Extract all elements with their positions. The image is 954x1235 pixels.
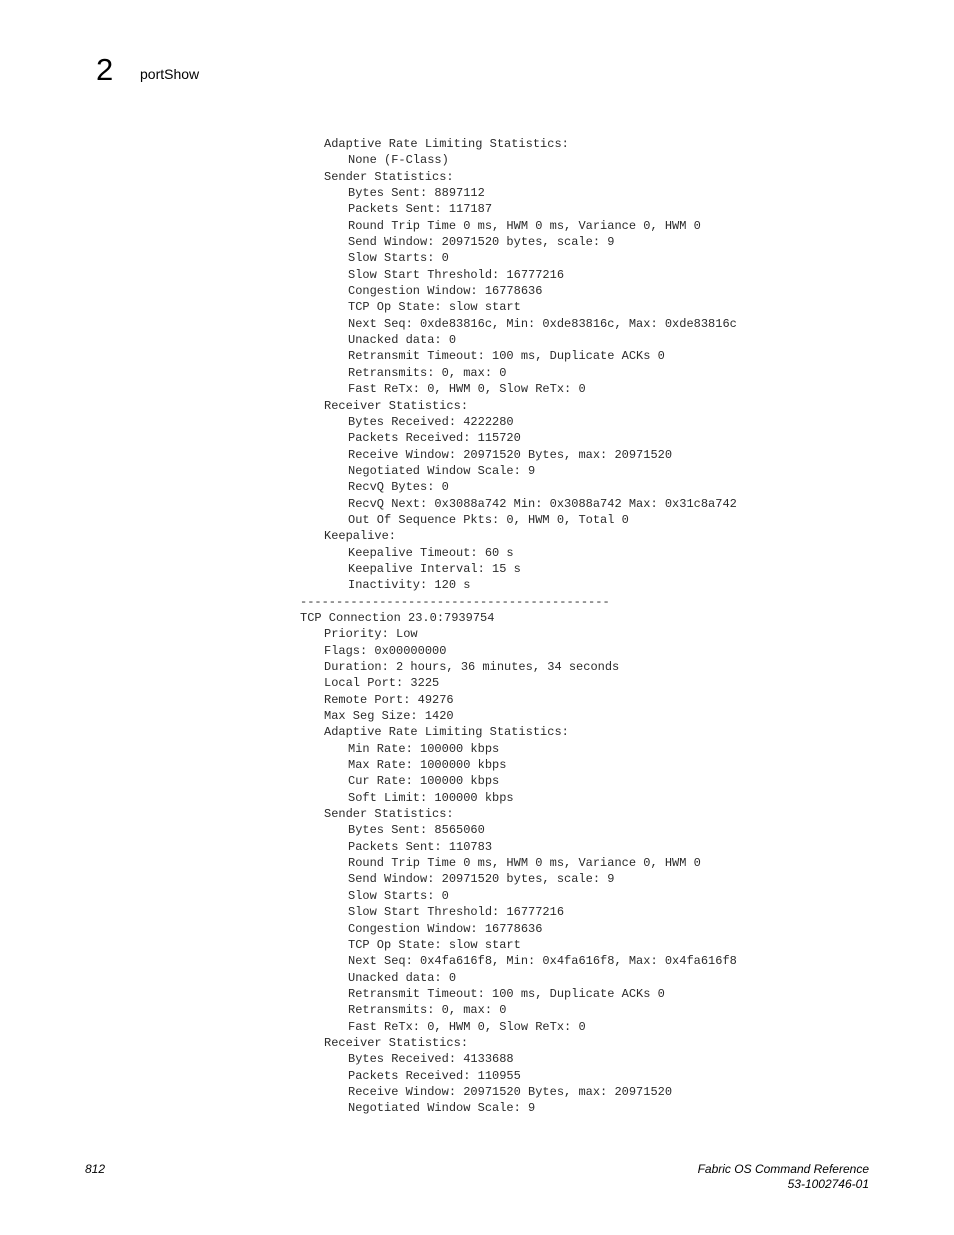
code-line: Flags: 0x00000000 (324, 643, 447, 658)
code-line: Keepalive: (324, 529, 397, 544)
code-line: None (F-Class) (348, 153, 449, 168)
code-line: TCP Op State: slow start (348, 937, 521, 952)
code-line: Bytes Sent: 8897112 (348, 186, 485, 201)
code-line: Next Seq: 0xde83816c, Min: 0xde83816c, Max: 0xde83816c (348, 316, 737, 331)
code-line: Unacked data: 0 (348, 333, 457, 348)
footer-doc-info (698, 1162, 869, 1192)
code-line: Keepalive Interval: 15 s (348, 561, 521, 576)
code-line: Receive Window: 20971520 Bytes, max: 20971520 (348, 1084, 673, 1099)
code-line: Send Window: 20971520 bytes, scale: 9 (348, 872, 615, 887)
code-line: TCP Op State: slow start (348, 300, 521, 315)
code-line: Local Port: 3225 (324, 676, 440, 691)
code-line: Bytes Sent: 8565060 (348, 823, 485, 838)
code-line: Negotiated Window Scale: 9 (348, 463, 536, 478)
code-line: Unacked data: 0 (348, 970, 457, 985)
code-line: Max Seg Size: 1420 (324, 709, 454, 724)
code-line: Negotiated Window Scale: 9 (348, 1101, 536, 1116)
code-line: Receiver Statistics: (324, 1035, 469, 1050)
footer-doc-id: 53-1002746-01 (787, 1177, 869, 1191)
code-line: Next Seq: 0x4fa616f8, Min: 0x4fa616f8, Max: 0x4fa616f8 (348, 954, 737, 969)
code-line: TCP Connection 23.0:7939754 (300, 610, 495, 625)
code-line: Sender Statistics: (324, 169, 454, 184)
code-line: Priority: Low (324, 627, 418, 642)
code-line: Max Rate: 1000000 kbps (348, 758, 507, 773)
code-line: Packets Received: 115720 (348, 431, 521, 446)
code-line: Packets Sent: 110783 (348, 839, 493, 854)
code-block (300, 136, 737, 1117)
code-line: Packets Sent: 117187 (348, 202, 493, 217)
chapter-number: 2 (96, 52, 114, 87)
code-line: Soft Limit: 100000 kbps (348, 790, 514, 805)
code-line: Packets Received: 110955 (348, 1068, 521, 1083)
code-line: Out Of Sequence Pkts: 0, HWM 0, Total 0 (348, 512, 629, 527)
code-line: Retransmits: 0, max: 0 (348, 365, 507, 380)
code-line: Duration: 2 hours, 36 minutes, 34 seconds (324, 660, 620, 674)
code-line: Remote Port: 49276 (324, 692, 454, 707)
code-line: Slow Start Threshold: 16777216 (348, 905, 565, 920)
code-line: RecvQ Bytes: 0 (348, 480, 449, 495)
code-line: Receive Window: 20971520 Bytes, max: 20971520 (348, 447, 673, 462)
code-line: Keepalive Timeout: 60 s (348, 545, 514, 560)
code-line: Inactivity: 120 s (348, 578, 471, 593)
code-line: Cur Rate: 100000 kbps (348, 774, 500, 789)
footer-page-number: 812 (85, 1162, 106, 1176)
code-line: Round Trip Time 0 ms, HWM 0 ms, Variance 0, HWM 0 (348, 218, 701, 233)
code-line: Slow Start Threshold: 16777216 (348, 267, 565, 282)
code-line: Congestion Window: 16778636 (348, 921, 543, 936)
code-line: RecvQ Next: 0x3088a742 Min: 0x3088a742 Max: 0x31c8a742 (348, 496, 737, 511)
footer-doc-title: Fabric OS Command Reference (697, 1162, 869, 1176)
code-line: Send Window: 20971520 bytes, scale: 9 (348, 235, 615, 250)
code-line: Retransmit Timeout: 100 ms, Duplicate ACKs 0 (348, 986, 665, 1001)
code-line: Round Trip Time 0 ms, HWM 0 ms, Variance 0, HWM 0 (348, 856, 701, 871)
code-line: Sender Statistics: (324, 807, 454, 822)
code-line: Adaptive Rate Limiting Statistics: (324, 725, 569, 740)
code-line: Fast ReTx: 0, HWM 0, Slow ReTx: 0 (348, 1019, 586, 1034)
code-line: Bytes Received: 4133688 (348, 1052, 514, 1067)
code-line: Adaptive Rate Limiting Statistics: (324, 137, 569, 151)
code-line: ------------------------------------------- (300, 594, 610, 609)
code-line: Congestion Window: 16778636 (348, 284, 543, 299)
code-line: Slow Starts: 0 (348, 251, 449, 266)
section-title: portShow (140, 66, 200, 82)
code-line: Retransmit Timeout: 100 ms, Duplicate ACKs 0 (348, 349, 665, 364)
code-line: Bytes Received: 4222280 (348, 414, 514, 429)
code-line: Min Rate: 100000 kbps (348, 741, 500, 756)
code-line: Receiver Statistics: (324, 398, 469, 413)
code-line: Fast ReTx: 0, HWM 0, Slow ReTx: 0 (348, 382, 586, 397)
code-line: Slow Starts: 0 (348, 888, 449, 903)
code-line: Retransmits: 0, max: 0 (348, 1003, 507, 1018)
